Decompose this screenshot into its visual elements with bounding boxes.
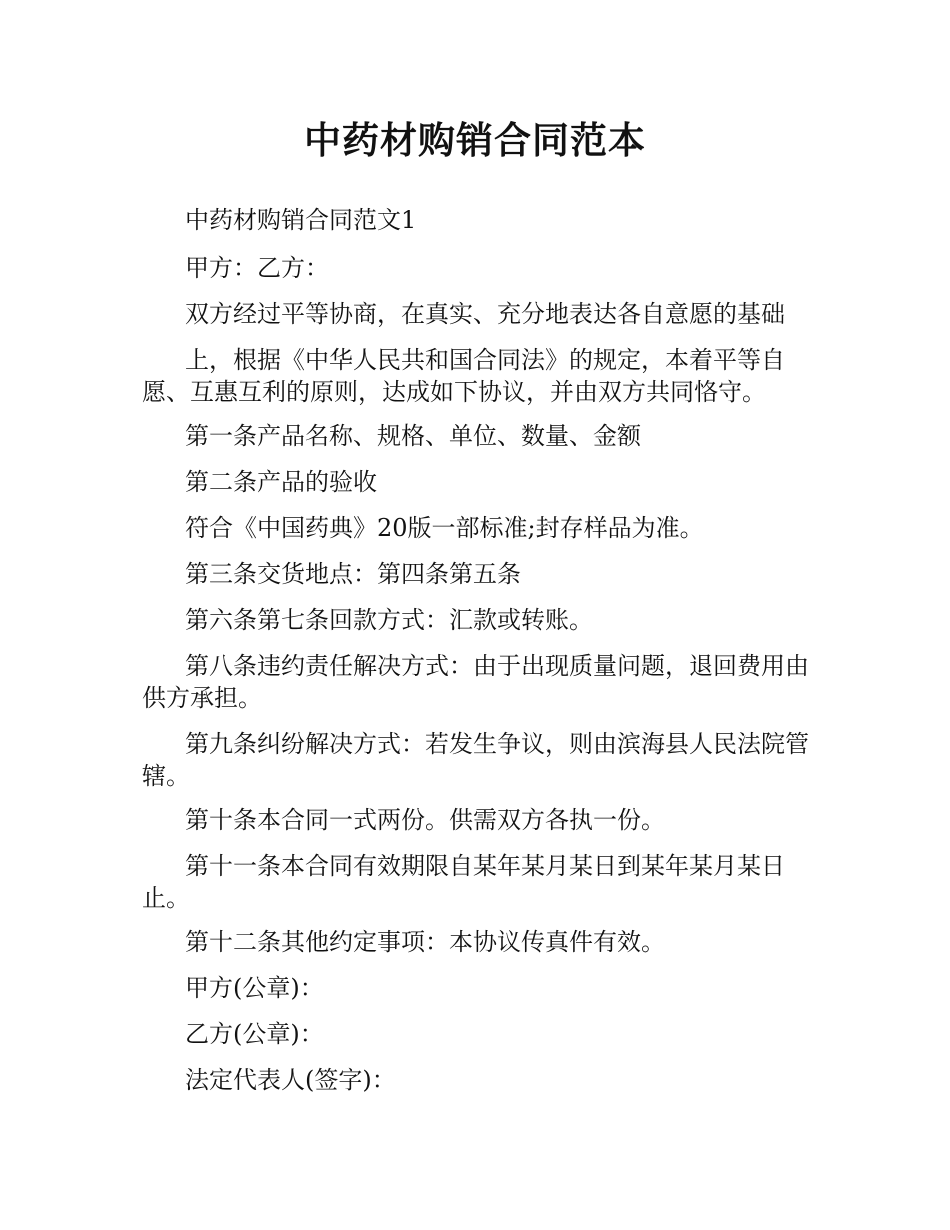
- signature-legal-representative: 法定代表人(签字)：: [185, 1066, 396, 1094]
- paragraph-article-12: 第十二条其他约定事项：本协议传真件有效。: [185, 928, 665, 956]
- paragraph-preamble-2: 上，根据《中华人民共和国合同法》的规定，本着平等自愿、互惠互利的原则，达成如下协议，并由双方共同恪守。: [142, 346, 785, 406]
- document-title: 中药材购销合同范本: [304, 119, 646, 162]
- signature-party-b: 乙方(公章)：: [185, 1020, 324, 1048]
- paragraph-article-1: 第一条产品名称、规格、单位、数量、金额: [185, 422, 641, 450]
- paragraph-acceptance-standard: 符合《中国药典》20版一部标准;封存样品为准。: [185, 514, 704, 542]
- paragraph-article-10: 第十条本合同一式两份。供需双方各执一份。: [185, 806, 665, 834]
- paragraph-article-9: 第九条纠纷解决方式：若发生争议，则由滨海县人民法院管辖。: [142, 730, 809, 790]
- paragraph-preamble-1: 双方经过平等协商，在真实、充分地表达各自意愿的基础: [185, 300, 785, 328]
- signature-party-a: 甲方(公章)：: [185, 974, 324, 1002]
- paragraph-article-11: 第十一条本合同有效期限自某年某月某日到某年某月某日止。: [142, 852, 785, 912]
- paragraph-article-8: 第八条违约责任解决方式：由于出现质量问题，退回费用由供方承担。: [142, 652, 809, 712]
- paragraph-parties: 甲方：乙方：: [185, 254, 329, 282]
- paragraph-article-3-5: 第三条交货地点：第四条第五条: [185, 560, 521, 588]
- paragraph-article-6-7: 第六条第七条回款方式：汇款或转账。: [185, 606, 593, 634]
- paragraph-article-2: 第二条产品的验收: [185, 468, 377, 496]
- paragraph-sample-heading: 中药材购销合同范文1: [185, 206, 417, 234]
